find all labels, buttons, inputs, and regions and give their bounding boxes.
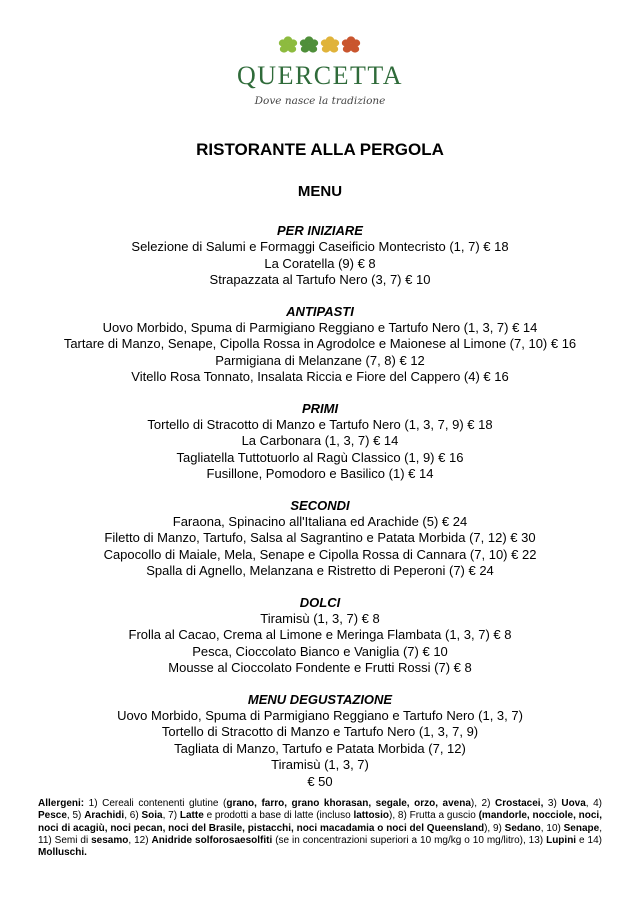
menu-item: Pesca, Cioccolato Bianco e Vaniglia (7) € 10: [192, 643, 448, 659]
section-title: ANTIPASTI: [286, 303, 354, 319]
menu-section: [0, 400, 640, 483]
menu-item: Vitello Rosa Tonnato, Insalata Riccia e Fiore del Cappero (4) € 16: [131, 369, 509, 384]
leaf-icon: [342, 36, 360, 52]
oak-leaves-icon: [277, 34, 363, 58]
menu-item: Tartare di Manzo, Senape, Cipolla Rossa in Agrodolce e Maionese al Limone (7, 10) € 16: [63, 336, 577, 351]
menu-item: Capocollo di Maiale, Mela, Senape e Cipolla Rossa di Cannara (7, 10) € 22: [103, 546, 537, 562]
section-title: PRIMI: [301, 400, 339, 416]
section-title: SECONDI: [290, 497, 350, 513]
menu-item: La Coratella (9) € 8: [264, 255, 376, 271]
menu-item: Uovo Morbido, Spuma di Parmigiano Reggiano e Tartufo Nero (1, 3, 7) € 14: [102, 319, 538, 335]
menu-section: [0, 303, 640, 386]
brand-tagline: Dove nasce la tradizione: [254, 95, 386, 107]
menu-item: Selezione di Salumi e Formaggi Caseificio Montecristo (1, 7) € 18: [131, 239, 509, 254]
menu-item: Spalla di Agnello, Melanzana e Ristretto di Peperoni (7) € 24: [146, 563, 494, 578]
section-title: PER INIZIARE: [277, 223, 363, 238]
menu-item: Mousse al Cioccolato Fondente e Frutti Rossi (7) € 8: [168, 660, 472, 675]
menu-item: Frolla al Cacao, Crema al Limone e Meringa Flambata (1, 3, 7) € 8: [128, 627, 512, 642]
page-title: RISTORANTE ALLA PERGOLA: [196, 140, 444, 159]
menu-item: Tiramisù (1, 3, 7): [271, 757, 369, 772]
menu-item: Tagliatella Tuttotuorlo al Ragù Classico (1, 9) € 16: [176, 449, 464, 465]
menu-item: Tagliata di Manzo, Tartufo e Patata Morbida (7, 12): [174, 740, 466, 756]
menu-sections: [0, 222, 640, 804]
menu-item: Tortello di Stracotto di Manzo e Tartufo Nero (1, 3, 7, 9) € 18: [147, 416, 493, 432]
menu-heading: MENU: [297, 183, 343, 200]
menu-item: Filetto di Manzo, Tartufo, Salsa al Sagrantino e Patata Morbida (7, 12) € 30: [104, 530, 536, 545]
menu-item: Uovo Morbido, Spuma di Parmigiano Reggiano e Tartufo Nero (1, 3, 7): [117, 707, 523, 723]
section-title: MENU DEGUSTAZIONE: [247, 691, 393, 707]
menu-item: La Carbonara (1, 3, 7) € 14: [241, 433, 399, 448]
menu-item: Strapazzata al Tartufo Nero (3, 7) € 10: [209, 272, 431, 287]
menu-section: [0, 497, 640, 580]
restaurant-logo: [0, 34, 640, 107]
allergens-note: Allergeni: 1) Cereali contenenti glutine (grano, farro, grano khorasan, segale, orzo, avena), 2) Crostacei, 3) Uova, 4) Pesce, 5) Arachidi, 6) Soia, 7) Latte e prodotti a base di latte (incluso lattosio), 8) Frutta a guscio (mandorle, nocciole, noci, noci di acagiù, noci pecan, noci del Brasile, pistacchi, noci macadamia o noci del Queensland), 9) Sedano, 10) Senape, 11) Semi di sesamo, 12) Anidride solforosaesolfiti (se in concentrazioni superiori a 10 mg/kg o 10 mg/litro), 13) Lupini e 14) Molluschi.: [38, 798, 603, 859]
menu-price: € 50: [307, 773, 333, 789]
menu-item: Parmigiana di Melanzane (7, 8) € 12: [215, 352, 425, 368]
leaf-icon: [300, 36, 318, 52]
menu-section: [0, 222, 640, 289]
menu-section: [0, 691, 640, 791]
menu-item: Tiramisù (1, 3, 7) € 8: [260, 610, 380, 626]
brand-name: QUERCETTA: [237, 61, 403, 90]
menu-section: [0, 594, 640, 677]
menu-item: Tortello di Stracotto di Manzo e Tartufo Nero (1, 3, 7, 9): [161, 724, 479, 739]
menu-item: Fusillone, Pomodoro e Basilico (1) € 14: [206, 466, 434, 481]
leaf-icon: [279, 36, 297, 52]
menu-item: Faraona, Spinacino all'Italiana ed Arachide (5) € 24: [172, 513, 468, 529]
section-title: DOLCI: [299, 594, 341, 610]
leaf-icon: [321, 36, 339, 52]
